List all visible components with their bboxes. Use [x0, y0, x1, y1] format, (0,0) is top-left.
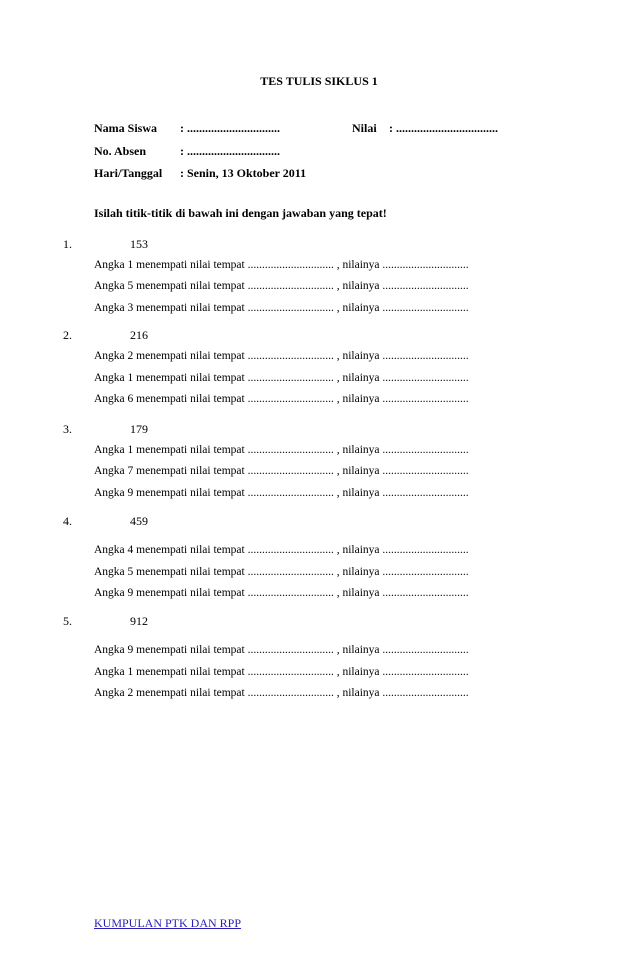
absen-field: : ............................... — [180, 144, 280, 158]
question-value: 459 — [130, 514, 148, 528]
question-line: Angka 6 menempati nilai tempat .............................. , nilainya .............................. — [94, 393, 469, 405]
name-field: : ............................... — [180, 121, 280, 135]
nilai-field: : .................................. — [389, 121, 498, 135]
instruction: Isilah titik-titik di bawah ini dengan jawaban yang tepat! — [94, 206, 387, 220]
question-number: 3. — [63, 422, 72, 436]
footer-link[interactable]: KUMPULAN PTK DAN RPP — [94, 916, 242, 930]
question-number: 4. — [63, 514, 72, 528]
question-value: 153 — [130, 237, 148, 251]
question-value: 216 — [130, 328, 148, 342]
question-line: Angka 1 menempati nilai tempat .............................. , nilainya .............................. — [94, 444, 469, 456]
question-line: Angka 2 menempati nilai tempat .............................. , nilainya .............................. — [94, 687, 469, 699]
question-line: Angka 5 menempati nilai tempat .............................. , nilainya .............................. — [94, 280, 469, 292]
absen-label: No. Absen — [94, 144, 147, 158]
question-line: Angka 9 menempati nilai tempat .............................. , nilainya .............................. — [94, 487, 469, 499]
question-line: Angka 1 menempati nilai tempat .............................. , nilainya .............................. — [94, 666, 469, 678]
question-number: 2. — [63, 328, 72, 342]
question-line: Angka 9 menempati nilai tempat .............................. , nilainya .............................. — [94, 587, 469, 599]
question-line: Angka 9 menempati nilai tempat .............................. , nilainya .............................. — [94, 644, 469, 656]
date-label: Hari/Tanggal — [94, 166, 163, 180]
name-label: Nama Siswa — [94, 121, 158, 135]
question-number: 5. — [63, 614, 72, 628]
question-value: 179 — [130, 422, 148, 436]
question-line: Angka 2 menempati nilai tempat .............................. , nilainya .............................. — [94, 350, 469, 362]
question-line: Angka 1 menempati nilai tempat .............................. , nilainya .............................. — [94, 259, 469, 271]
page-title: TES TULIS SIKLUS 1 — [260, 74, 378, 88]
nilai-label: Nilai — [352, 121, 377, 135]
question-line: Angka 3 menempati nilai tempat .............................. , nilainya .............................. — [94, 302, 469, 314]
question-value: 912 — [130, 614, 148, 628]
question-line: Angka 1 menempati nilai tempat .............................. , nilainya .............................. — [94, 372, 469, 384]
question-line: Angka 7 menempati nilai tempat .............................. , nilainya .............................. — [94, 465, 469, 477]
question-number: 1. — [63, 237, 72, 251]
date-field: : Senin, 13 Oktober 2011 — [180, 166, 307, 180]
question-line: Angka 4 menempati nilai tempat .............................. , nilainya .............................. — [94, 544, 469, 556]
question-line: Angka 5 menempati nilai tempat .............................. , nilainya .............................. — [94, 566, 469, 578]
